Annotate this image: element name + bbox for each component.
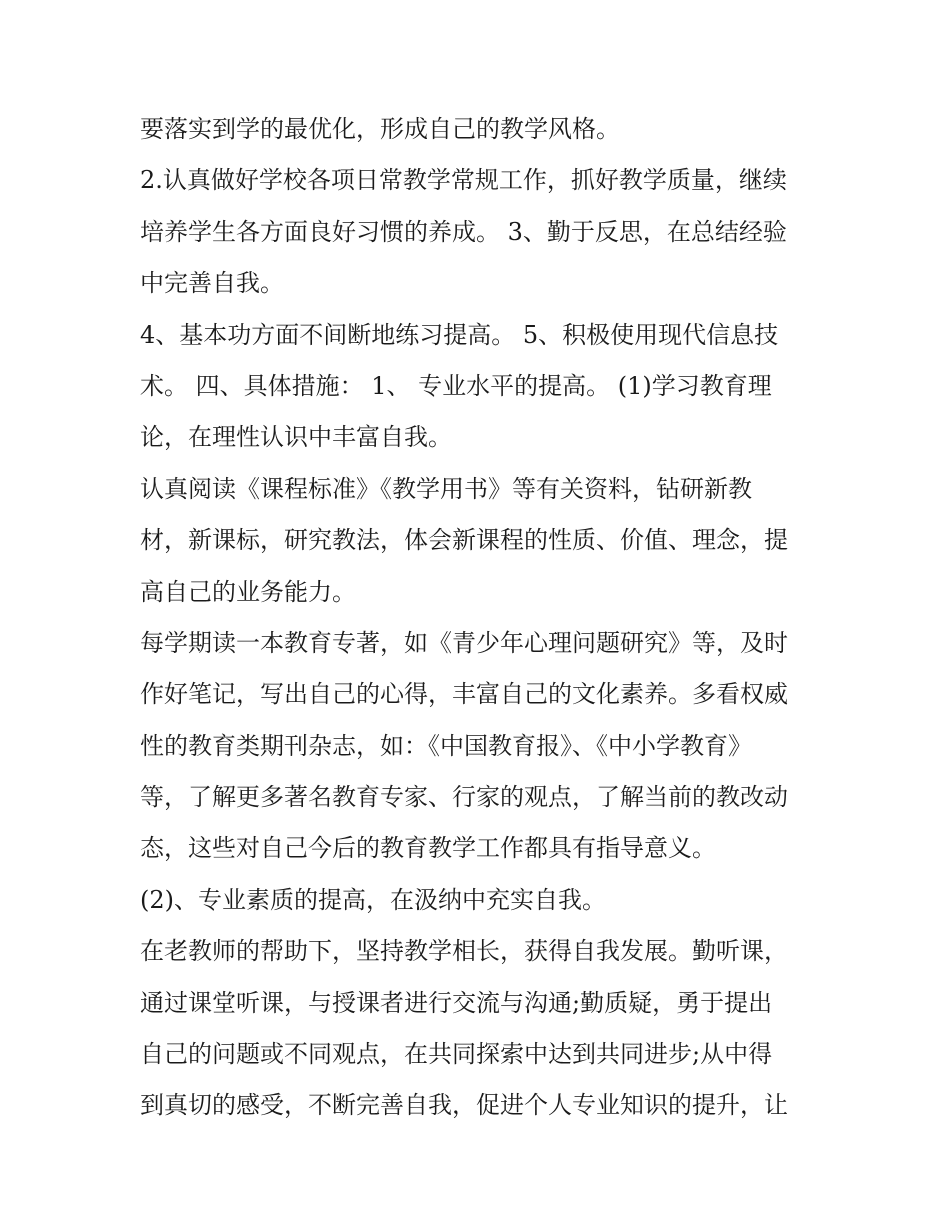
- text-line: 术。 四、具体措施： 1、 专业水平的提高。 (1)学习教育理: [140, 371, 772, 400]
- text-line: 材，新课标，研究教法，体会新课程的性质、价值、理念，提: [140, 526, 788, 555]
- text-line: 高自己的业务能力。: [140, 577, 356, 606]
- text-line: 态，这些对自己今后的教育教学工作都具有指导意义。: [140, 834, 716, 863]
- text-line: 等，了解更多著名教育专家、行家的观点，了解当前的教改动: [140, 783, 788, 812]
- text-line: 性的教育类期刊杂志，如：《中国教育报》、《中小学教育》: [140, 731, 752, 760]
- text-line: (2)、专业素质的提高，在汲纳中充实自我。: [140, 885, 606, 914]
- text-line: 在老教师的帮助下，坚持教学相长，获得自我发展。勤听课，: [140, 937, 788, 966]
- document-body: [140, 104, 820, 1132]
- text-line: 2.认真做好学校各项日常教学常规工作，抓好教学质量，继续: [140, 166, 787, 195]
- text-line: 每学期读一本教育专著，如《青少年心理问题研究》等，及时: [140, 628, 788, 657]
- text-line: 要落实到学的最优化，形成自己的教学风格。: [140, 115, 620, 143]
- text-line: 通过课堂听课，与授课者进行交流与沟通;勤质疑，勇于提出: [140, 988, 773, 1017]
- text-line: 论，在理性认识中丰富自我。: [140, 423, 452, 452]
- text-line: 认真阅读《课程标准》《教学用书》等有关资料，钻研新教: [140, 474, 752, 503]
- text-line: 作好笔记，写出自己的心得，丰富自己的文化素养。多看权威: [140, 680, 788, 709]
- text-line: 4、基本功方面不间断地练习提高。 5、积极使用现代信息技: [140, 320, 779, 349]
- text-line: 自己的问题或不同观点，在共同探索中达到共同进步;从中得: [140, 1040, 773, 1069]
- text-line: 培养学生各方面良好习惯的养成。 3、勤于反思，在总结经验: [140, 217, 787, 246]
- text-line: 中完善自我。: [140, 269, 284, 298]
- text-line: 到真切的感受，不断完善自我，促进个人专业知识的提升，让: [140, 1091, 788, 1120]
